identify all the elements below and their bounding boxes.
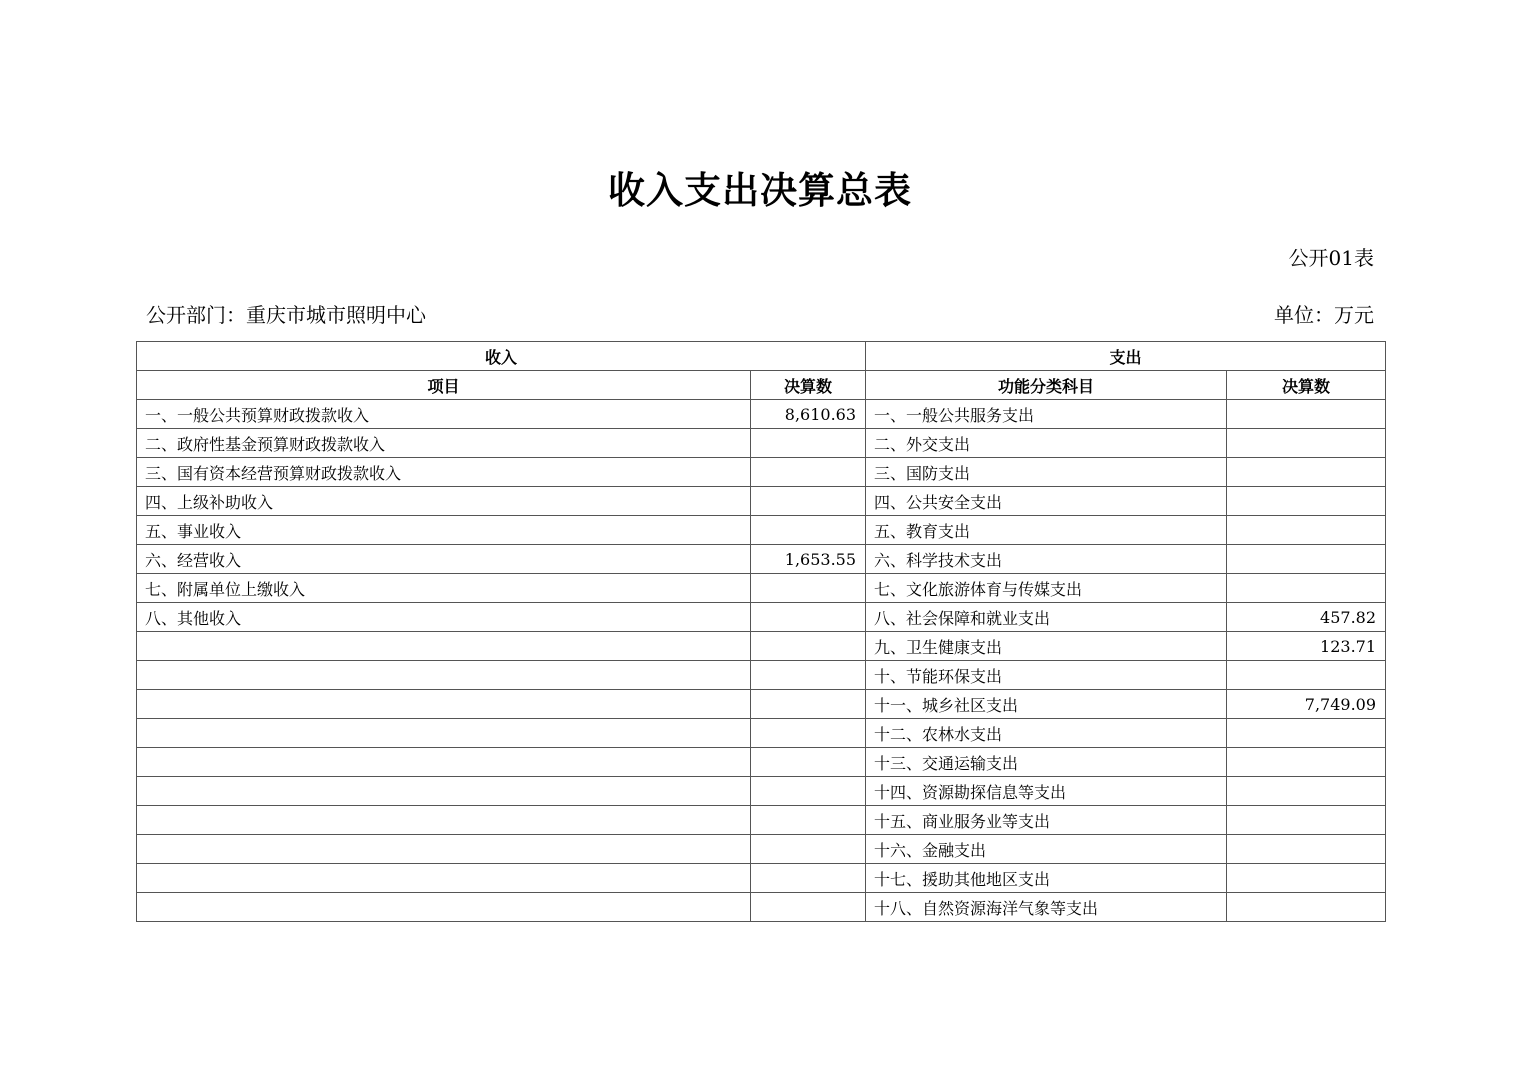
expense-amount-cell [1227,458,1386,487]
table-row [137,835,1386,864]
expense-item-cell: 十八、自然资源海洋气象等支出 [866,893,1227,922]
expense-item-cell: 十、节能环保支出 [866,661,1227,690]
income-item-cell [137,893,751,922]
expense-amount-cell [1227,400,1386,429]
income-item-cell: 二、政府性基金预算财政拨款收入 [137,429,751,458]
expense-amount-cell [1227,893,1386,922]
income-item-cell [137,835,751,864]
expense-item-cell: 一、一般公共服务支出 [866,400,1227,429]
income-item-cell [137,661,751,690]
expense-item-cell: 四、公共安全支出 [866,487,1227,516]
expense-item-cell: 九、卫生健康支出 [866,632,1227,661]
expense-amount-cell [1227,429,1386,458]
income-amount-cell [751,719,866,748]
expense-amount-cell [1227,806,1386,835]
table-row [137,661,1386,690]
table-row [137,748,1386,777]
income-item-cell: 八、其他收入 [137,603,751,632]
table-row [137,574,1386,603]
income-item-cell [137,748,751,777]
income-item-cell [137,864,751,893]
expense-amount-cell: 7,749.09 [1227,690,1386,719]
income-item-cell [137,690,751,719]
unit-label: 单位：万元 [1274,303,1374,327]
income-item-cell: 四、上级补助收入 [137,487,751,516]
expense-amount-cell [1227,719,1386,748]
expense-item-cell: 十七、援助其他地区支出 [866,864,1227,893]
income-amount-cell: 1,653.55 [751,545,866,574]
table-row [137,545,1386,574]
table-row [137,603,1386,632]
income-amount-cell [751,603,866,632]
expense-item-cell: 十二、农林水支出 [866,719,1227,748]
table-row [137,429,1386,458]
department-label: 公开部门：重庆市城市照明中心 [146,303,426,327]
income-amount-cell: 8,610.63 [751,400,866,429]
table-row [137,864,1386,893]
income-amount-cell [751,632,866,661]
income-item-cell: 七、附属单位上缴收入 [137,574,751,603]
income-amount-cell [751,574,866,603]
income-item-cell: 六、经营收入 [137,545,751,574]
income-amount-cell [751,661,866,690]
expense-item-cell: 十六、金融支出 [866,835,1227,864]
expense-item-cell: 八、社会保障和就业支出 [866,603,1227,632]
income-amount-cell [751,777,866,806]
expense-item-cell: 十一、城乡社区支出 [866,690,1227,719]
table-row [137,400,1386,429]
income-item-cell: 一、一般公共预算财政拨款收入 [137,400,751,429]
expense-item-cell: 十三、交通运输支出 [866,748,1227,777]
expense-group-header: 支出 [866,342,1386,371]
income-item-cell [137,719,751,748]
income-item-cell: 三、国有资本经营预算财政拨款收入 [137,458,751,487]
expense-item-cell: 六、科学技术支出 [866,545,1227,574]
income-amount-cell [751,806,866,835]
income-item-header: 项目 [137,371,751,400]
income-item-cell [137,777,751,806]
expense-item-cell: 十四、资源勘探信息等支出 [866,777,1227,806]
table-row [137,458,1386,487]
income-amount-cell [751,429,866,458]
income-amount-cell [751,516,866,545]
expense-item-cell: 二、外交支出 [866,429,1227,458]
table-row [137,632,1386,661]
table-row [137,719,1386,748]
expense-amount-cell [1227,516,1386,545]
income-group-header: 收入 [137,342,866,371]
expense-amount-cell: 123.71 [1227,632,1386,661]
expense-amount-cell [1227,545,1386,574]
table-row [137,893,1386,922]
expense-amount-cell [1227,748,1386,777]
income-amount-cell [751,690,866,719]
income-amount-header: 决算数 [751,371,866,400]
expense-amount-cell: 457.82 [1227,603,1386,632]
income-item-cell [137,806,751,835]
table-row [137,777,1386,806]
income-amount-cell [751,893,866,922]
income-amount-cell [751,864,866,893]
income-amount-cell [751,748,866,777]
expense-item-cell: 十五、商业服务业等支出 [866,806,1227,835]
expense-item-cell: 三、国防支出 [866,458,1227,487]
expense-amount-cell [1227,864,1386,893]
expense-amount-cell [1227,487,1386,516]
table-body [137,400,1386,922]
income-item-cell [137,632,751,661]
expense-amount-cell [1227,574,1386,603]
table-row [137,690,1386,719]
expense-amount-header: 决算数 [1227,371,1386,400]
expense-item-cell: 五、教育支出 [866,516,1227,545]
table-row [137,516,1386,545]
income-amount-cell [751,458,866,487]
table-row [137,487,1386,516]
expense-amount-cell [1227,777,1386,806]
column-header-row [137,371,1386,400]
group-header-row [137,342,1386,371]
table-row [137,806,1386,835]
form-number: 公开01表 [1288,246,1374,270]
income-amount-cell [751,487,866,516]
page-title: 收入支出决算总表 [608,169,912,212]
expense-item-header: 功能分类科目 [866,371,1227,400]
expense-amount-cell [1227,661,1386,690]
expense-item-cell: 七、文化旅游体育与传媒支出 [866,574,1227,603]
income-amount-cell [751,835,866,864]
income-item-cell: 五、事业收入 [137,516,751,545]
income-expense-table [136,341,1386,922]
expense-amount-cell [1227,835,1386,864]
